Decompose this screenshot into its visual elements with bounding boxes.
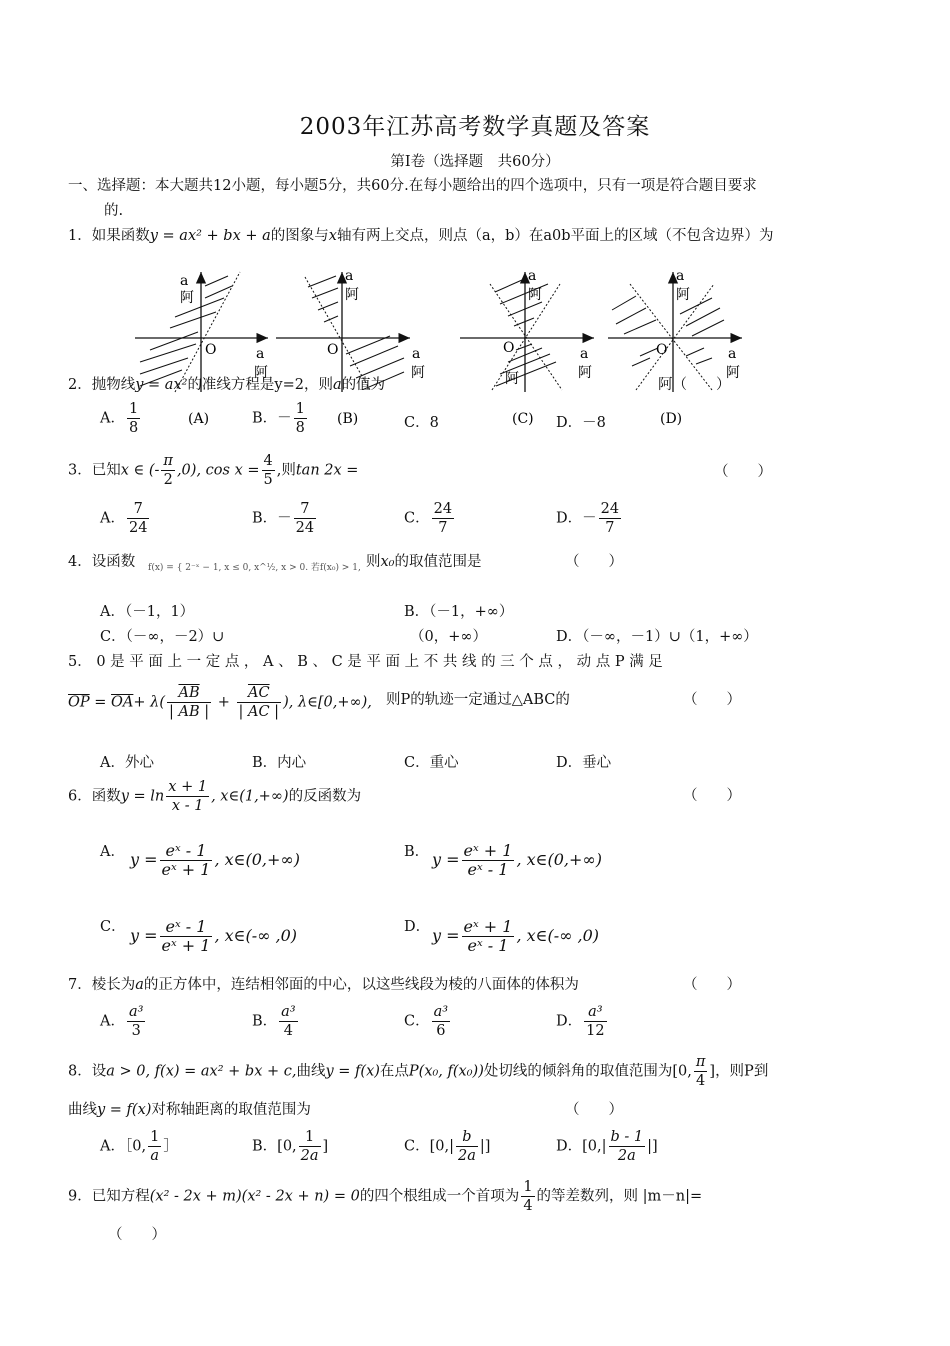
question-2: 2．抛物线y = ax²的准线方程是y=2，则a的值为 (68, 377, 386, 393)
q3-option-a: A． $\frac{7}{24}$ (100, 501, 148, 536)
graph-a-axis-label: a (180, 273, 189, 289)
question-5-formula: $\overline{OP} = \overline{OA}+ \lambda$( $\frac{\overline{AB}}{| AB |}$ + $\frac{\overline{AC}}{| AC |}$ ), λ∈[0,+∞), (68, 685, 372, 720)
question-2-paren: 阿（ ） (658, 377, 731, 393)
graph-b-x-label-han: 阿 (411, 365, 425, 381)
graph-d-x-label: a (728, 346, 737, 362)
graph-d-label: (D) (660, 411, 683, 427)
q6-option-c-formula: y = $\frac{\text{eˣ - 1}}{\text{eˣ + 1}}$ , x∈(-∞ ,0) (130, 917, 298, 955)
graph-d-axis-label-han: 阿 (676, 287, 690, 303)
question-3-paren: （ ） (714, 464, 772, 480)
question-7-paren: （ ） (683, 977, 741, 993)
q8-option-a: A．［0, $\frac{1}{a}$ ］ (100, 1129, 178, 1164)
question-4-tail: 则x₀的取值范围是 (366, 554, 482, 570)
question-8-line1: 8．设a > 0, f(x) = ax² + bx + c,曲线y = f(x)在点P(x₀, f(x₀))处切线的倾斜角的取值范围为[0, $\frac{\pi}{4}$ ]，则P到 (68, 1054, 769, 1089)
graph-b-label: (B) (337, 411, 359, 427)
question-9-paren: （ ） (108, 1227, 166, 1243)
q2-option-d: D．－8 (556, 415, 606, 431)
page-title: 2003年江苏高考数学真题及答案 (299, 114, 651, 140)
section-instructions-line2: 的. (104, 203, 124, 219)
q7-option-d: D． $\frac{\text{a³}}{12}$ (556, 1004, 605, 1039)
q5-option-b: B．内心 (252, 755, 307, 771)
q7-option-b: B． $\frac{\text{a³}}{4}$ (252, 1004, 296, 1039)
q6-option-b: B． (404, 844, 430, 860)
q4-option-d: D．（－∞，－1）∪（1，+∞） (556, 629, 758, 645)
q6-option-d: D． (404, 919, 431, 935)
question-9: 9．已知方程(x² - 2x + m)(x² - 2x + n) = 0的四个根组成一个首项为 $\frac{1}{4}$ 的等差数列，则 |m－n|= (68, 1179, 703, 1214)
question-5-text: 则P的轨迹一定通过△ABC的 (386, 692, 570, 708)
q4-option-b: B．（－1，+∞） (404, 604, 514, 620)
graph-c-label: (C) (512, 411, 534, 427)
q7-option-c: C． $\frac{\text{a³}}{6}$ (404, 1004, 449, 1039)
q2-option-a: A． $\frac{1}{8}$ (100, 401, 139, 436)
graph-d-axis-label: a (676, 268, 685, 284)
graph-b-axis-label: a (345, 268, 354, 284)
q8-option-d: D．[0,| $\frac{b - 1}{2a}$ |] (556, 1129, 658, 1164)
graph-b-origin: O (327, 342, 339, 358)
question-7: 7．棱长为a的正方体中，连结相邻面的中心，以这些线段为棱的八面体的体积为 (68, 977, 579, 993)
question-8-paren: （ ） (565, 1102, 623, 1118)
graph-c-axis-label-han: 阿 (528, 287, 542, 303)
graph-d (608, 268, 742, 427)
graph-a-origin: O (205, 342, 217, 358)
q6-option-a-formula: y = $\frac{\text{eˣ - 1}}{\text{eˣ + 1}}$ , x∈(0,+∞) (130, 841, 300, 879)
graph-a-label: (A) (188, 411, 210, 427)
graph-b-x-label: a (412, 346, 421, 362)
graph-c-origin: O (503, 340, 515, 356)
q2-option-c: C．8 (404, 415, 439, 431)
q8-option-c: C．[0,| $\frac{b}{2a}$ |] (404, 1129, 491, 1164)
question-4-paren: （ ） (565, 554, 623, 570)
graph-a-x-label-han: 阿 (254, 365, 268, 381)
graph-a (135, 272, 268, 427)
q3-option-c: C． $\frac{24}{7}$ (404, 501, 453, 536)
q3-option-d: D．－ $\frac{24}{7}$ (556, 501, 620, 536)
q6-option-b-formula: y = $\frac{\text{eˣ + 1}}{\text{eˣ - 1}}$ , x∈(0,+∞) (432, 841, 602, 879)
question-5-paren: （ ） (683, 692, 741, 708)
question-6-paren: （ ） (683, 788, 741, 804)
q4-option-c: C．（－∞，－2）∪ (100, 629, 225, 645)
graph-c-x-label: a (580, 346, 589, 362)
question-3: 3．已知x ∈ (- $\frac{\pi}{2}$ ,0), cos x = $\frac{4}{5}$ ,则tan 2x = (68, 453, 359, 488)
question-8-line2: 曲线y = f(x)对称轴距离的取值范围为 (68, 1102, 311, 1118)
question-6: 6．函数y = ln $\frac{x + 1}{x - 1}$ , x∈(1,+∞)的反函数为 (68, 779, 362, 814)
question-5-line1: 5． 0 是 平 面 上 一 定 点 ， A 、 B 、 C 是 平 面 上 不 共 线 的 三 个 点 ， 动 点 P 满 足 (68, 654, 663, 670)
q5-option-c: C．重心 (404, 755, 459, 771)
graph-b-axis-label-han: 阿 (345, 287, 359, 303)
q2-option-b: B．－ $\frac{1}{8}$ (252, 401, 305, 436)
question-4-tiny-formula: f(x) = { 2⁻ˣ − 1, x ≤ 0, x^½, x > 0. 若f(x₀) > 1, (148, 563, 361, 573)
question-1: 1．如果函数y = ax² + bx + a的图象与x轴有两上交点，则点（a，b）在a0b平面上的区域（不包含边界）为 (68, 228, 774, 244)
section-subtitle: 第Ⅰ卷（选择题 共60分） (390, 154, 560, 170)
graph-c-x-label-han: 阿 (578, 365, 592, 381)
graph-c-axis-label: a (528, 268, 537, 284)
q5-option-d: D．垂心 (556, 755, 612, 771)
q5-option-a: A．外心 (100, 755, 154, 771)
q6-option-c: C． (100, 919, 126, 935)
graph-a-x-label: a (256, 346, 265, 362)
q8-option-b: B．[0, $\frac{1}{2a}$ ] (252, 1129, 329, 1164)
graph-c-bottom-han: 阿 (505, 371, 519, 387)
graph-d-x-label-han: 阿 (726, 365, 740, 381)
q6-option-a: A． (100, 844, 125, 860)
graph-d-origin: O (656, 342, 668, 358)
q4-option-a: A．（－1，1） (100, 604, 195, 620)
section-instructions-line1: 一、选择题：本大题共12小题，每小题5分，共60分.在每小题给出的四个选项中，只有一项是符合题目要求 (68, 178, 757, 194)
graph-a-axis-label-han: 阿 (180, 290, 194, 306)
question-1-graphs (0, 262, 950, 432)
graph-c (460, 268, 594, 427)
q3-option-b: B．－ $\frac{7}{24}$ (252, 501, 315, 536)
q6-option-d-formula: y = $\frac{\text{eˣ + 1}}{\text{eˣ - 1}}$ , x∈(-∞ ,0) (432, 917, 600, 955)
q4-option-c-continued: （0，+∞） (410, 629, 487, 645)
q7-option-a: A． $\frac{\text{a³}}{3}$ (100, 1004, 144, 1039)
question-4: 4．设函数 (68, 554, 136, 570)
